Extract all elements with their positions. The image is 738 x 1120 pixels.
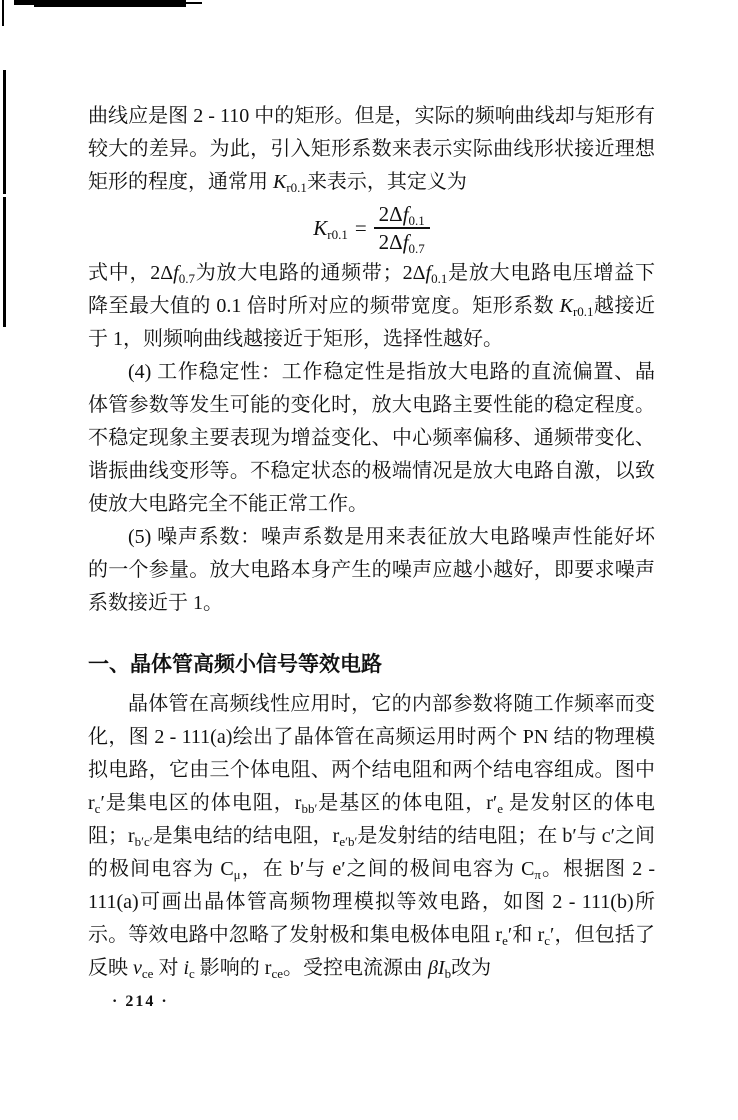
formula-rect-coefficient (88, 199, 655, 257)
scan-artifact-left-edge-line-lower (3, 197, 6, 327)
scan-artifact-left-edge-line-upper (2, 0, 4, 26)
scan-artifact-left-edge-line-middle (3, 70, 6, 194)
paragraph-bandwidth-definition: 式中，$2\Delta f_{0.7}$为放大电路的通频带；$2\Delta f_{0.1}$是放大电路电压增益下降至最大值的 0.1 倍时所对应的频带宽度。矩形系数 $K_{r0.1}$越接近于 1，则频响曲线越接近于矩形，选择性越好。 (88, 262, 656, 350)
page-content (88, 100, 655, 1018)
paragraph-item5-noise-figure: (5) 噪声系数：噪声系数是用来表征放大电路噪声性能好坏的一个参量。放大电路本身产生的噪声应越小越好，即要求噪声系数接近于 1。 (88, 526, 655, 614)
page-number: · 214 · (112, 993, 169, 1010)
paragraph-transistor-hf-model: 晶体管在高频线性应用时，它的内部参数将随工作频率而变化，图 2 - 111(a)绘出了晶体管在高频运用时两个 PN 结的物理模拟电路，它由三个体电阻、两个结电阻和两个结电容组成。图中 $r_c'$是集电区的体电阻，$r_{bb'}$是基区的体电阻，$r'_e$ 是发射区的体电阻；$r_{b'c'}$是集电结的结电阻，$r_{e'b'}$是发射结的结电阻；在 b′与 c′之间的极间电容为 $C_\mu$，在 b′与 e′之间的极间电容为 $C_\pi$。根据图 2 - 111(a)可画出晶体管高频物理模拟等效电路，如图 2 - 111(b)所示。等效电路中忽略了发射极和集电极体电阻 $r_e'$和 $r_c'$，但包括了反映 $v_{ce}$ 对 $i_c$ 影响的 $r_{ce}$。受控电流源由 $\beta I_b$改为 (88, 693, 656, 981)
equals-sign: = (354, 215, 367, 240)
paragraph-item4-stability: (4) 工作稳定性：工作稳定性是指放大电路的直流偏置、晶体管参数等发生可能的变化时，放大电路主要性能的稳定程度。不稳定现象主要表现为增益变化、中心频率偏移、通频带变化、谐振曲线变形等。不稳定状态的极端情况是放大电路自激，以致使放大电路完全不能正常工作。 (88, 361, 655, 515)
fraction-numerator: $2\Delta f_{0.1}$ (374, 202, 430, 229)
scan-artifact-top-bar-tick (186, 2, 202, 4)
section-heading-transistor-hf-equivalent-circuit: 一、晶体管高频小信号等效电路 (88, 653, 382, 676)
formula-fraction (374, 202, 430, 254)
fraction-denominator: $2\Delta f_{0.7}$ (378, 230, 425, 256)
paragraph-rect-coefficient-intro: 曲线应是图 2 - 110 中的矩形。但是，实际的频响曲线却与矩形有较大的差异。为此，引入矩形系数来表示实际曲线形状接近理想矩形的程度，通常用 $K_{r0.1}$来表示，其定义为 (88, 105, 655, 195)
scan-artifact-top-bar-thin (34, 5, 186, 7)
formula-lhs: $K_{r0.1}$ (313, 215, 348, 242)
